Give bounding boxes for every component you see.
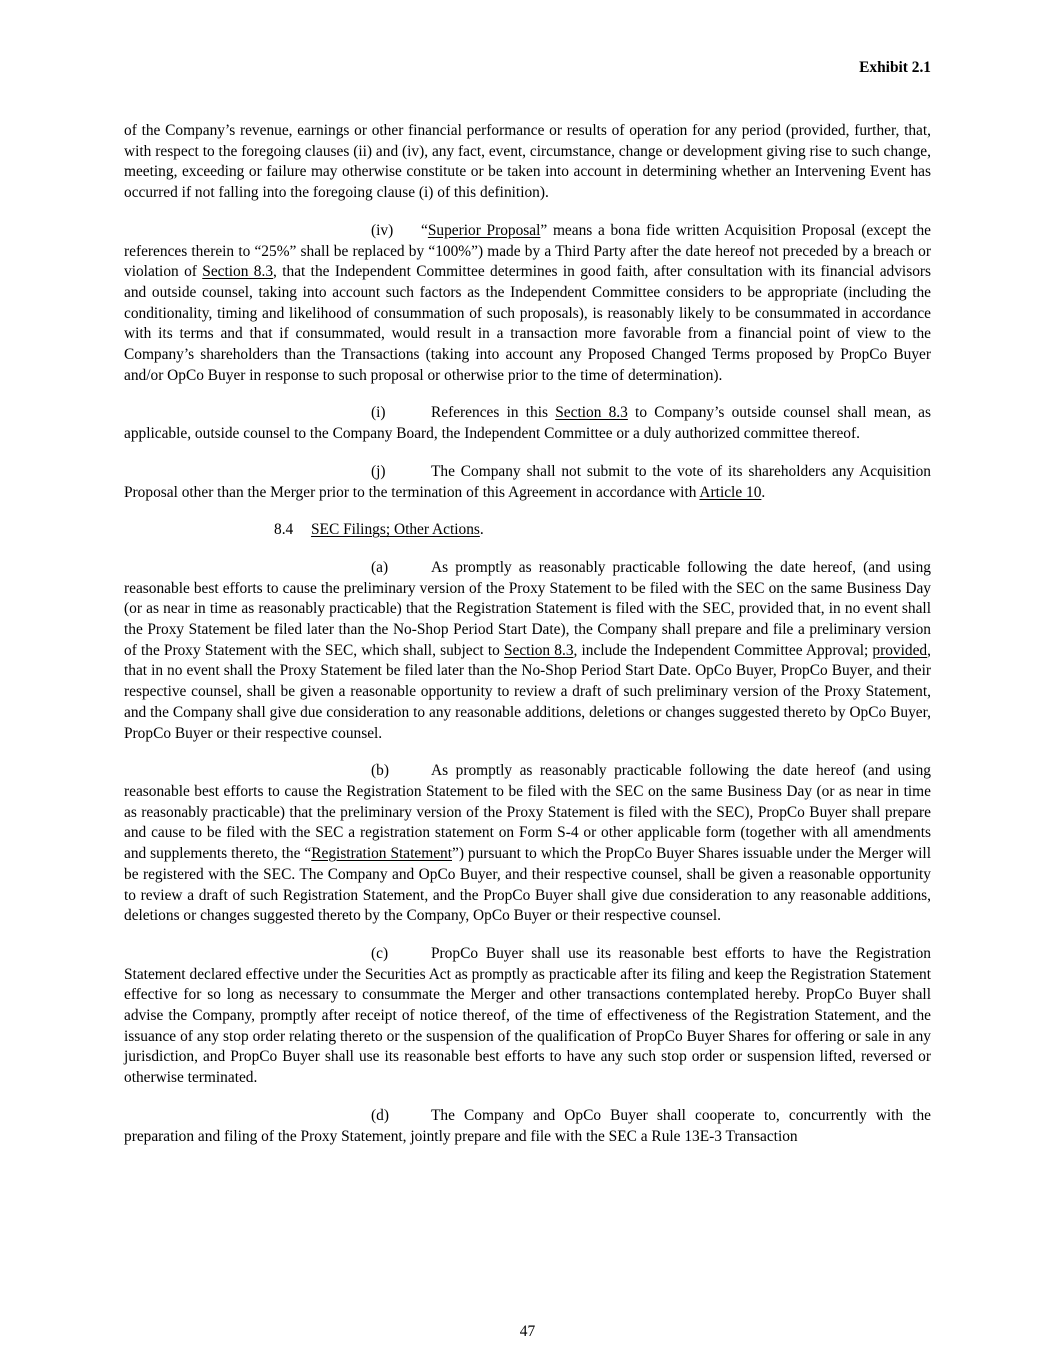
document-body (124, 121, 931, 1164)
paragraph-a: (a) As promptly as reasonably practicable following the date hereof, (and using reasonable best efforts to cause the preliminary version of the Proxy Statement to be filed with the SEC on the same Business Day (or as near in time as reasonably practicable) that the Registration Statement is filed with the SEC, provided that, in no event shall the Proxy Statement be filed later than the No-Shop Period Start Date), the Company shall prepare and file a preliminary version of the Proxy Statement with the SEC, which shall, subject to Section 8.3, include the Independent Committee Approval; provided, that in no event shall the Proxy Statement be filed later than the No-Shop Period Start Date. OpCo Buyer, PropCo Buyer, and their respective counsel, shall be given a reasonable opportunity to review a draft of such preliminary version of the Proxy Statement, and the Company shall give due consideration to any reasonable additions, deletions or changes suggested thereto by OpCo Buyer, PropCo Buyer or their respective counsel. (124, 558, 931, 742)
section-reference: Section 8.3 (503, 641, 574, 659)
page-number: 47 (519, 1323, 536, 1340)
section-heading-8-4: 8.4 SEC Filings; Other Actions. (124, 520, 931, 541)
clause-label: (iv) (371, 221, 394, 239)
section-title: SEC Filings; Other Actions (311, 521, 480, 539)
clause-label: (b) (371, 762, 389, 780)
defined-term: provided (872, 641, 928, 659)
paragraph-c: (c) PropCo Buyer shall use its reasonable best efforts to have the Registration Statement declared effective under the Securities Act as promptly as practicable after its filing and keep the Registration Statement effective for so long as necessary to consummate the Merger and other transactions contemplated hereby. PropCo Buyer shall advise the Company, promptly after receipt of notice thereof, of the time of effectiveness of the Registration Statement, and the issuance of any stop order relating thereto or the suspension of the qualification of PropCo Buyer Shares for offering or sale in any jurisdiction, and PropCo Buyer shall use its reasonable best efforts to have any such stop order or suspension lifted, reversed or otherwise terminated. (124, 944, 931, 1087)
clause-label: (c) (371, 944, 389, 962)
paragraph-b: (b) As promptly as reasonably practicable following the date hereof (and using reasonable best efforts to cause the Registration Statement to be filed with the SEC on the same Business Day (or as near in time as reasonably practicable) that the preliminary version of the Proxy Statement is filed with the SEC), PropCo Buyer shall prepare and cause to be filed with the SEC a registration statement on Form S-4 or other applicable form (together with all amendments and supplements thereto, the “Registration Statement”) pursuant to which the PropCo Buyer Shares issuable under the Merger will be registered with the SEC. The Company and OpCo Buyer, and their respective counsel, shall be given a reasonable opportunity to review a draft of such Registration Statement, and the PropCo Buyer shall give due consideration to any reasonable additions, deletions or changes suggested thereto by the Company, OpCo Buyer or their respective counsel. (124, 762, 931, 925)
paragraph-d: (d) The Company and OpCo Buyer shall cooperate to, concurrently with the preparation and filing of the Proxy Statement, jointly prepare and file with the SEC a Rule 13E-3 Transaction (124, 1106, 931, 1145)
section-reference: Section 8.3 (555, 404, 628, 422)
clause-label: (a) (371, 558, 389, 576)
defined-term: Superior Proposal (427, 221, 541, 239)
section-number: 8.4 (274, 521, 294, 539)
paragraph-j: (j) The Company shall not submit to the vote of its shareholders any Acquisition Proposal other than the Merger prior to the termination of this Agreement in accordance with Article 10. (124, 462, 931, 501)
paragraph-iv: (iv) “Superior Proposal” means a bona fide written Acquisition Proposal (except the references therein to “25%” shall be replaced by “100%”) made by a Third Party after the date hereof not preceded by a breach or violation of Section 8.3, that the Independent Committee determines in good faith, after consultation with its financial advisors and outside counsel, taking into account such factors as the Independent Committee considers to be appropriate (including the conditionality, timing and likelihood of consummation of such proposals), is reasonably likely to be consummated in accordance with its terms and that if consummated, would result in a transaction more favorable from a financial point of view to the Company’s shareholders than the Transactions (taking into account any Proposed Changed Terms proposed by PropCo Buyer and/or OpCo Buyer in response to such proposal or otherwise prior to the time of determination). (124, 221, 932, 384)
clause-label: (d) (371, 1106, 389, 1124)
clause-label: (j) (371, 462, 386, 480)
paragraph-i: (i) References in this Section 8.3 to Company’s outside counsel shall mean, as applicable, outside counsel to the Company Board, the Independent Committee or a duly authorized committee thereof. (124, 404, 931, 443)
paragraph-continuation: of the Company’s revenue, earnings or other financial performance or results of operation for any period (provided, further, that, with respect to the foregoing clauses (ii) and (iv), any fact, event, circumstance, change or development giving rise to such change, meeting, exceeding or failure may otherwise constitute or be taken into account in determining whether an Intervening Event has occurred if not falling into the foregoing clause (i) of this definition). (124, 122, 931, 202)
clause-label: (i) (371, 404, 386, 422)
defined-term: Registration Statement (311, 845, 452, 863)
exhibit-label: Exhibit 2.1 (859, 59, 931, 76)
article-reference: Article 10 (699, 483, 762, 501)
section-reference: Section 8.3 (202, 263, 274, 281)
